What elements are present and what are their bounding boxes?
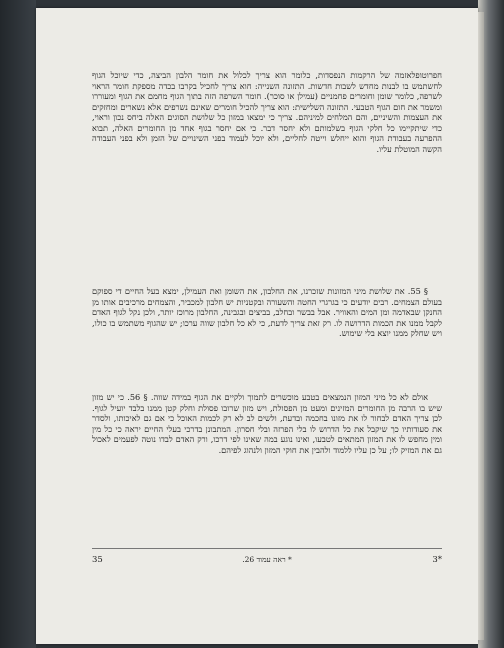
page-number: 35: [92, 555, 103, 565]
paragraph-1: חפרוטופלאזמה של הרקמות הנפסדות, כלומר הוא צריך לכלול את חומר הלבון הביצה, כדי שיוכל הגוף לחשתמש בו לבנות מחדש לשבות חדשות. התזונה השנייה: חוא צריך לחכיל בקרבו בכדה מספקת חומר הראוי לשרפה, כלומר שומן וחומרים פחמניים (עמילן או סוכר). חומר השרפה הזה בתוך הגוף מחמם את הגוף ומעוררו ומשמר את חום הגוף הטבעי. התזונה השלישית: הוא צריך להכיל חומרים שאינם נשרפים אלא נשארים ומחזקים את העצמות והשיניים, והם המלחים למיניהם. צריך כי ימצאו במזון כל שלושת הסוגים האלה ביחס נכון וראוי, כדי שיתקיימו כל חלקי הגוף בשלמותם ולא יחסר דבר. כי אם יחסר בגוף אחד מן החומרים האלה, תבוא ההפרעה בעבודת הגוף והוא ייחלש וייטה לחליים, ולא יוכל לעמוד בפני השינויים של הזמן ולא בפני העבודה הקשה המוטלת עליו.: [92, 70, 442, 154]
signature-mark: 3*: [432, 555, 442, 565]
page-footer: [92, 555, 442, 567]
footnote-rule: [92, 548, 442, 549]
paragraph-3: אולם לא כל מיני המזון הנמצאים בטבע מוכשרים לתמוך ולקיים את הגוף במידה שווה. § 56. כי יש מזון שיש בו הרבה מן החומרים המזינים ומעט מן הפסולת, ויש מזון שרובו פסולת וחלק קטן ממנו בלבד יועיל לגוף. לכן צריך האדם לבחור לו את מזונו בחכמה ובדעת, ולשים לב לא רק לכמות האוכל כי אם גם לאיכותו, ולסדר את סעודותיו כך שיקבל את כל הדרוש לו בלי הפרזה ובלי חסרון. המתבונן בדרכי בעלי החיים יראה כי כל מין ומין מחפש לו את המזון המתאים לטבעו, ואינו נוגע במה שאינו לפי דרכו, ורק האדם לבדו נוטה לפעמים לאכול גם את המזיק לו; על כן עליו ללמוד ולהבין את חוקי המזון ולנהוג לפיהם.: [92, 392, 442, 455]
page-edge: [478, 12, 484, 640]
book-page: [36, 8, 478, 644]
footnote: * ראה עמוד 26.: [242, 555, 292, 564]
paragraph-2: § 55. את שלושת מיני המזונות שזכרנו, את החלבון, את השומן ואת העמילן, ימצא בעל החיים די ספוקם בעולם הצמחים. רבים יודעים כי בגרגרי החטה והשעורה ובקטניות יש חלבון למכביר, והצמחים מרכיבים אותו מן החנקן שבאדמה ומן המים והאוויר. אבל בבשר ובחלב, בביצים ובגבינה, החלבון מרוכז יותר, ולכן נקל לגוף האדם לקבל ממנו את הכמות הדרושה לו. רק זאת צריך לדעת, כי לא כל חלבון שווה ערכו; יש שהגוף משתמש בו כולו, ויש שחלק ממנו יוצא בלי שימוש.: [92, 286, 442, 339]
scanner-background-left: [0, 0, 36, 648]
